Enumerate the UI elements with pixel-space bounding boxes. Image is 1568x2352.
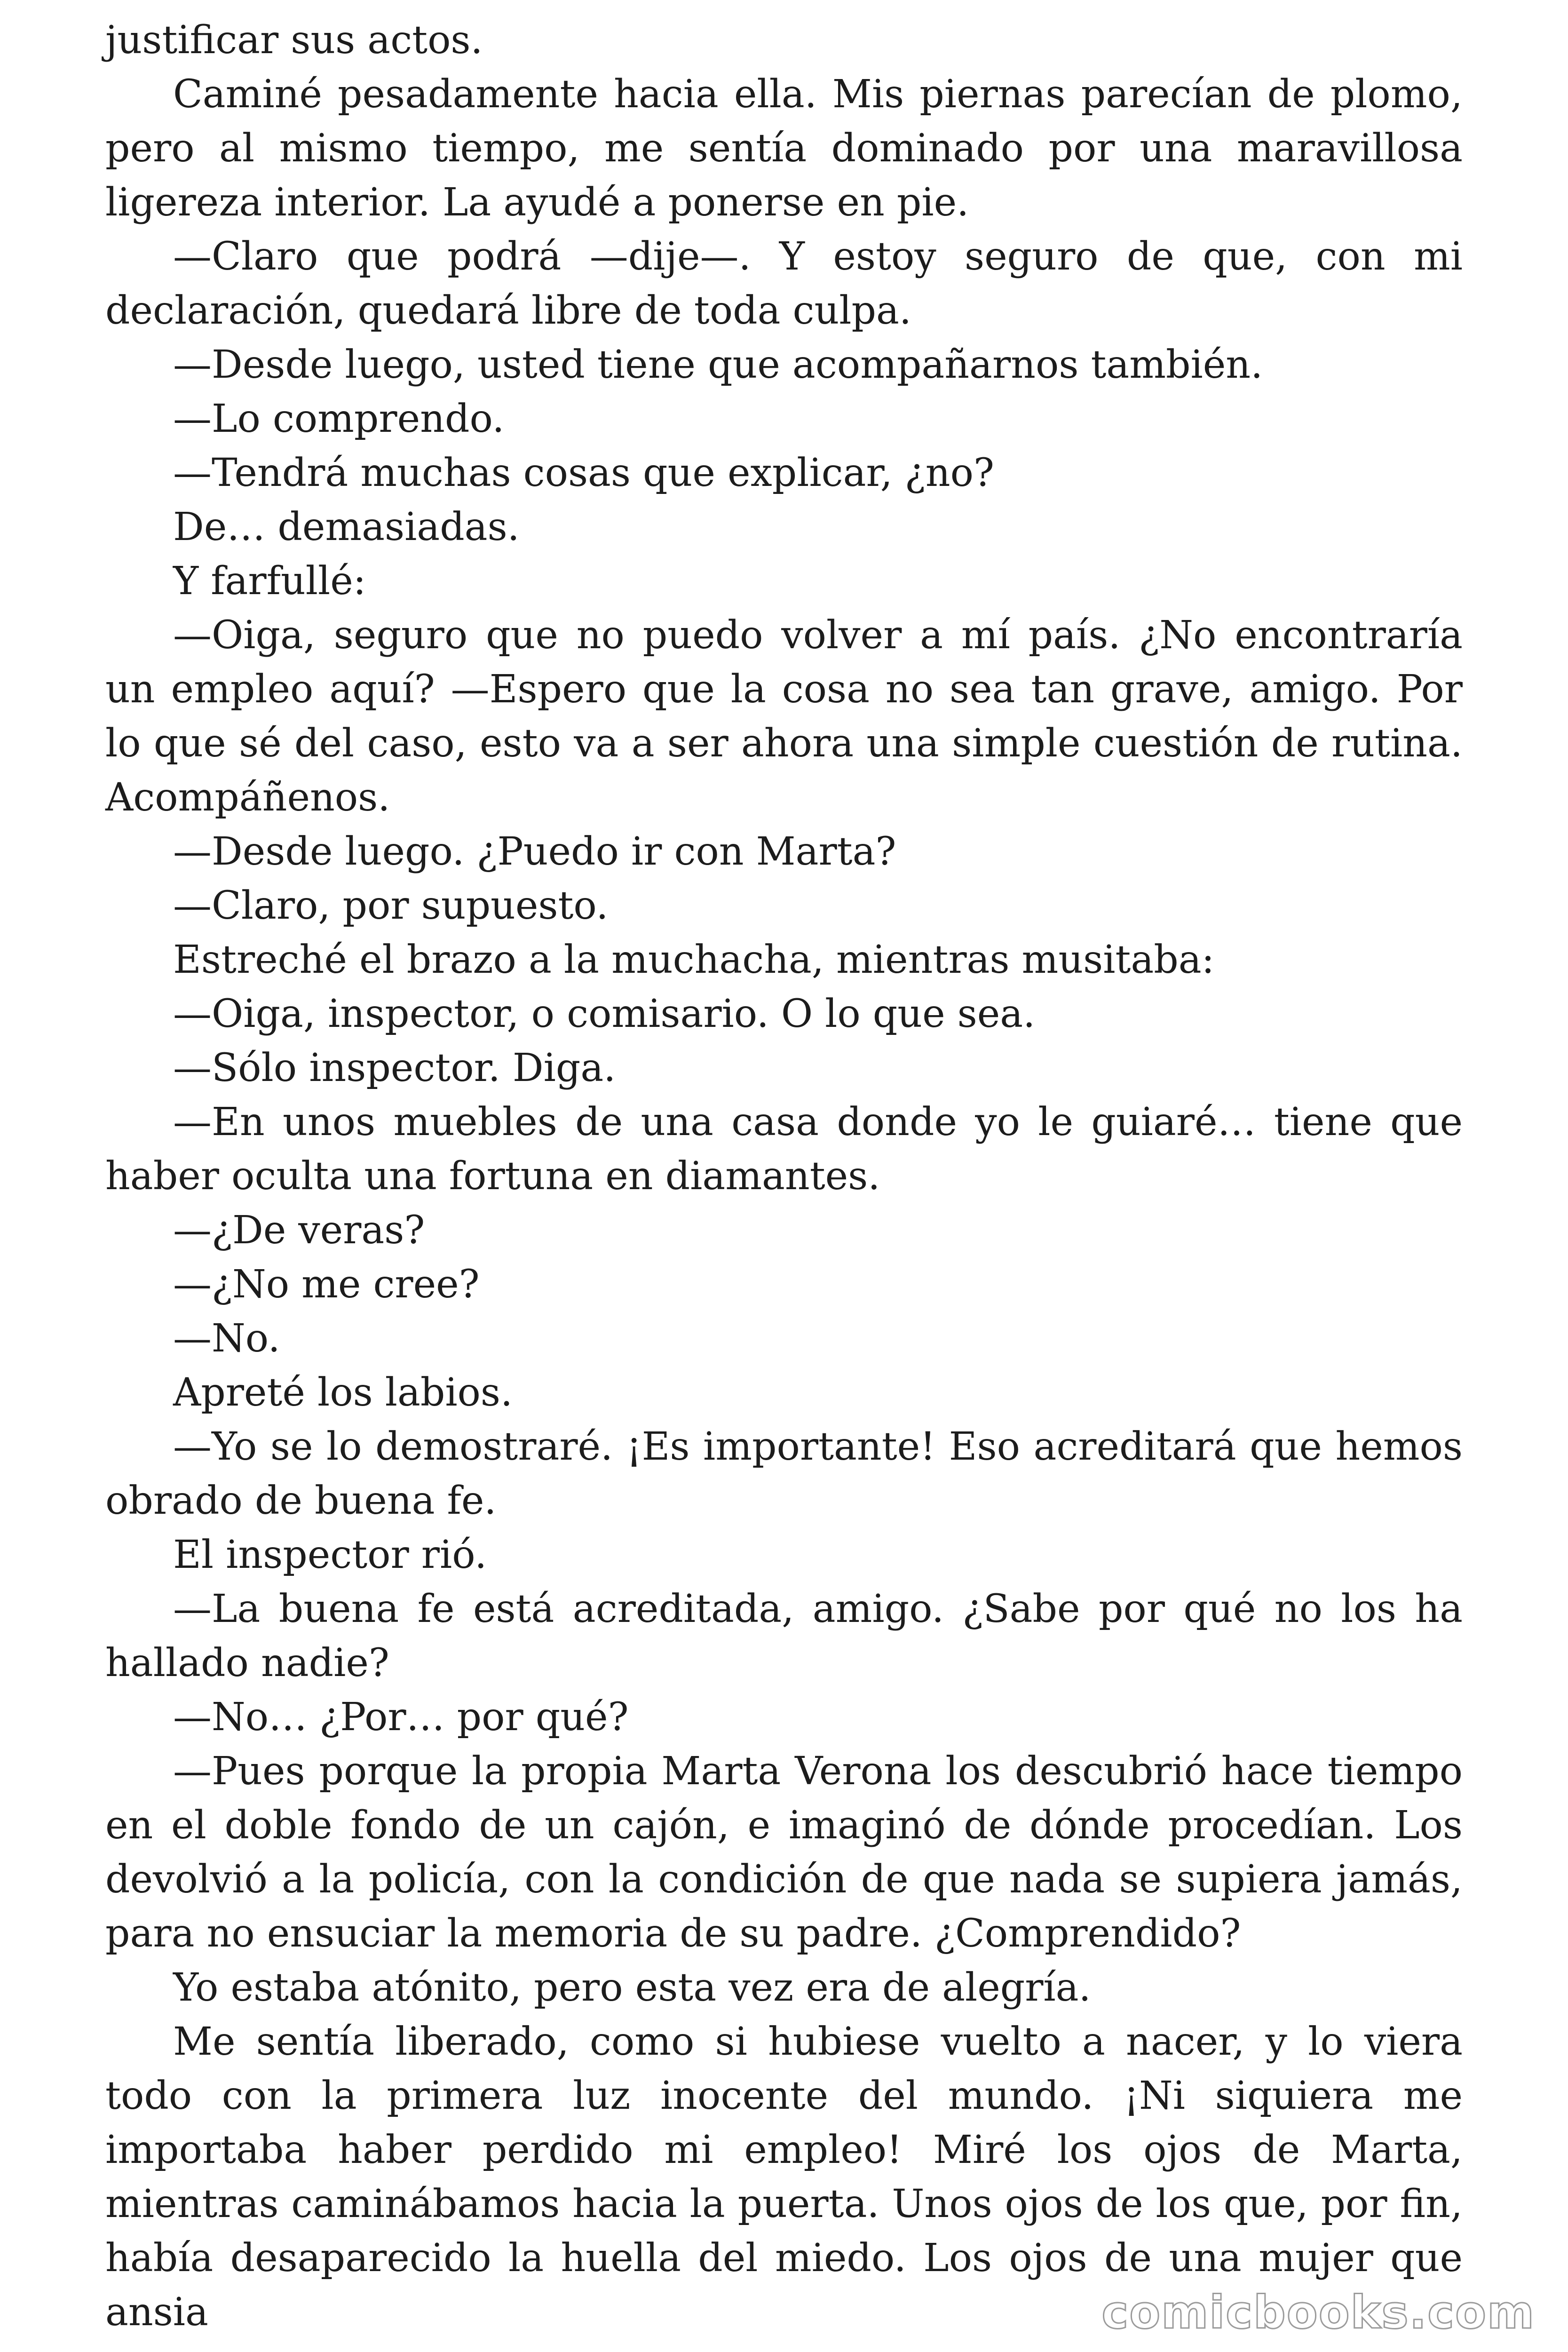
paragraph: —Oiga, seguro que no puedo volver a mí país. ¿No encontraría un empleo aquí? —Espero que la cosa no sea tan grave, amigo. Por lo que sé del caso, esto va a ser ahora una simple cuestión de rutina. Acompáñenos. [105,613,1463,820]
paragraph: —Desde luego, usted tiene que acompañarnos también. [173,342,1263,387]
paragraph: De… demasiadas. [173,505,520,549]
paragraph: —Yo se lo demostraré. ¡Es importante! Eso acreditará que hemos obrado de buena fe. [105,1424,1463,1523]
paragraph: Yo estaba atónito, pero esta vez era de alegría. [173,1965,1091,2010]
paragraph: —Claro que podrá —dije—. Y estoy seguro de que, con mi declaración, quedará libre de toda culpa. [105,234,1463,333]
paragraph: —¿De veras? [173,1208,425,1253]
paragraph: —Desde luego. ¿Puedo ir con Marta? [173,829,896,874]
paragraph: —No. [173,1316,280,1361]
paragraph: —La buena fe está acreditada, amigo. ¿Sabe por qué no los ha hallado nadie? [105,1587,1463,1685]
paragraph: —¿No me cree? [173,1262,480,1307]
paragraph: —Tendrá muchas cosas que explicar, ¿no? [173,451,994,495]
paragraph: —Oiga, inspector, o comisario. O lo que sea. [173,992,1036,1036]
paragraph: —Sólo inspector. Diga. [173,1046,616,1090]
paragraph: Apreté los labios. [173,1370,513,1415]
paragraph: —Claro, por supuesto. [173,883,609,928]
paragraph: justificar sus actos. [105,18,483,63]
paragraph: —Lo comprendo. [173,397,505,441]
book-page-text [105,13,1463,2339]
paragraph: Estreché el brazo a la muchacha, mientras musitaba: [173,938,1215,982]
paragraph: Y farfullé: [173,559,366,604]
paragraph: El inspector rió. [173,1533,487,1577]
paragraph: —En unos muebles de una casa donde yo le guiaré… tiene que haber oculta una fortuna en diamantes. [105,1100,1463,1199]
paragraph: —Pues porque la propia Marta Verona los descubrió hace tiempo en el doble fondo de un cajón, e imaginó de dónde procedían. Los devolvió a la policía, con la condición de que nada se supiera jamás, para no ensuciar la memoria de su padre. ¿Comprendido? [105,1749,1463,1956]
paragraph: Caminé pesadamente hacia ella. Mis piernas parecían de plomo, pero al mismo tiempo, me sentía dominado por una maravillosa ligereza interior. La ayudé a ponerse en pie. [105,72,1463,225]
watermark-logo: comicbooks.com [1101,2286,1535,2339]
paragraph: —No… ¿Por… por qué? [173,1695,629,1740]
paragraph: Me sentía liberado, como si hubiese vuelto a nacer, y lo viera todo con la primera luz inocente del mundo. ¡Ni siquiera me importaba haber perdido mi empleo! Miré los ojos de Marta, mientras caminábamos hacia la puerta. Unos ojos de los que, por fin, había desaparecido la huella del miedo. Los ojos de una mujer que ansia [105,2019,1463,2335]
